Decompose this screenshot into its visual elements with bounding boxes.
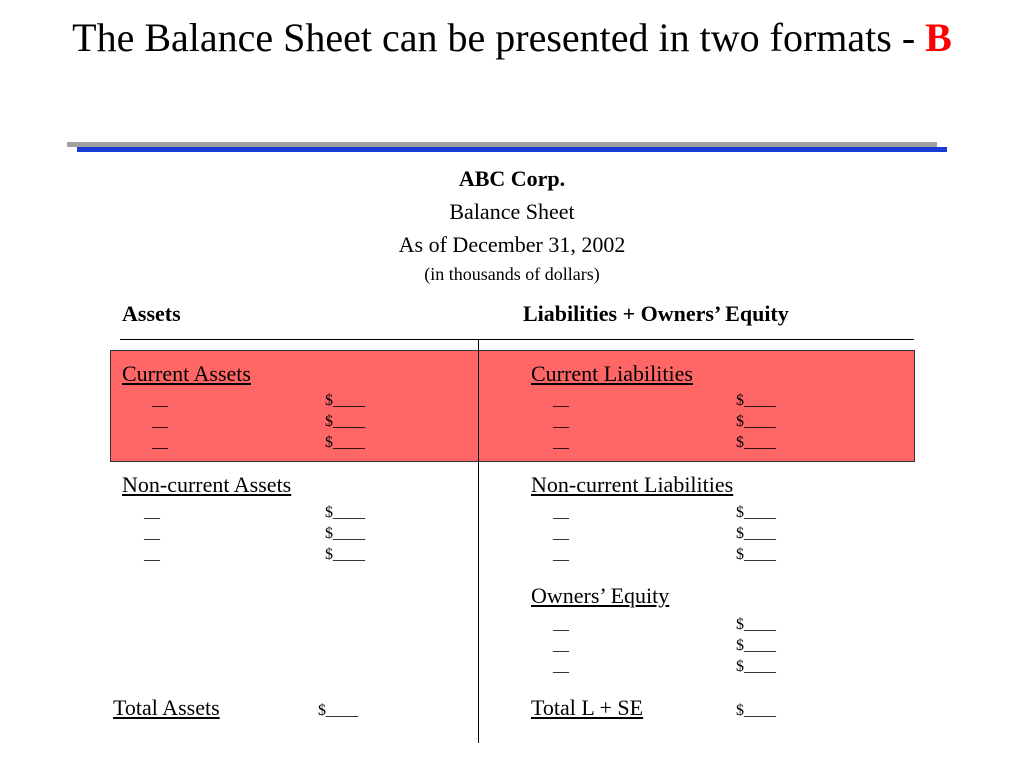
current-liability-line: __ [553,434,569,451]
current-liability-line: __ [553,413,569,430]
statement-date: As of December 31, 2002 [398,232,626,257]
slide-title-accent: B [925,15,952,60]
noncurrent-assets-label: Non-current Assets [122,472,292,497]
total-liabilities-amount: $____ [736,702,776,719]
total-assets-amount: $____ [318,702,358,719]
current-liability-line: __ [553,392,569,409]
current-liability-amount: $____ [736,434,776,451]
current-liabilities-label: Current Liabilities [531,361,693,386]
owners-equity-line: __ [553,637,569,654]
noncurrent-liability-line: __ [553,504,569,521]
current-liability-amount: $____ [736,392,776,409]
current-asset-line: __ [152,434,168,451]
slide-title-text: The Balance Sheet can be presented in two formats - [72,15,926,60]
total-liabilities-label: Total L + SE [531,695,644,720]
statement-name: Balance Sheet [449,199,575,224]
owners-equity-line: __ [553,658,569,675]
liabilities-column-header: Liabilities + Owners’ Equity [523,301,789,326]
company-name: ABC Corp. [458,166,566,191]
current-assets-label: Current Assets [122,361,251,386]
noncurrent-liability-amount: $____ [736,546,776,563]
noncurrent-liability-amount: $____ [736,504,776,521]
noncurrent-liabilities-label: Non-current Liabilities [531,472,734,497]
owners-equity-amount: $____ [736,616,776,633]
noncurrent-liability-amount: $____ [736,525,776,542]
owners-equity-label: Owners’ Equity [531,583,670,608]
current-asset-amount: $____ [325,413,365,430]
noncurrent-asset-line: __ [144,525,160,542]
noncurrent-asset-line: __ [144,504,160,521]
noncurrent-asset-amount: $____ [325,525,365,542]
noncurrent-liability-line: __ [553,525,569,542]
current-asset-line: __ [152,392,168,409]
noncurrent-asset-amount: $____ [325,546,365,563]
current-asset-amount: $____ [325,434,365,451]
owners-equity-line: __ [553,616,569,633]
column-divider [478,339,479,743]
total-assets-label: Total Assets [113,695,220,720]
current-liability-amount: $____ [736,413,776,430]
noncurrent-asset-amount: $____ [325,504,365,521]
title-rule [77,147,947,152]
current-asset-line: __ [152,413,168,430]
owners-equity-amount: $____ [736,658,776,675]
statement-units: (in thousands of dollars) [424,264,600,284]
header-rule [120,339,914,340]
noncurrent-asset-line: __ [144,546,160,563]
current-asset-amount: $____ [325,392,365,409]
owners-equity-amount: $____ [736,637,776,654]
slide-title [0,14,1024,62]
assets-column-header: Assets [122,301,181,326]
noncurrent-liability-line: __ [553,546,569,563]
